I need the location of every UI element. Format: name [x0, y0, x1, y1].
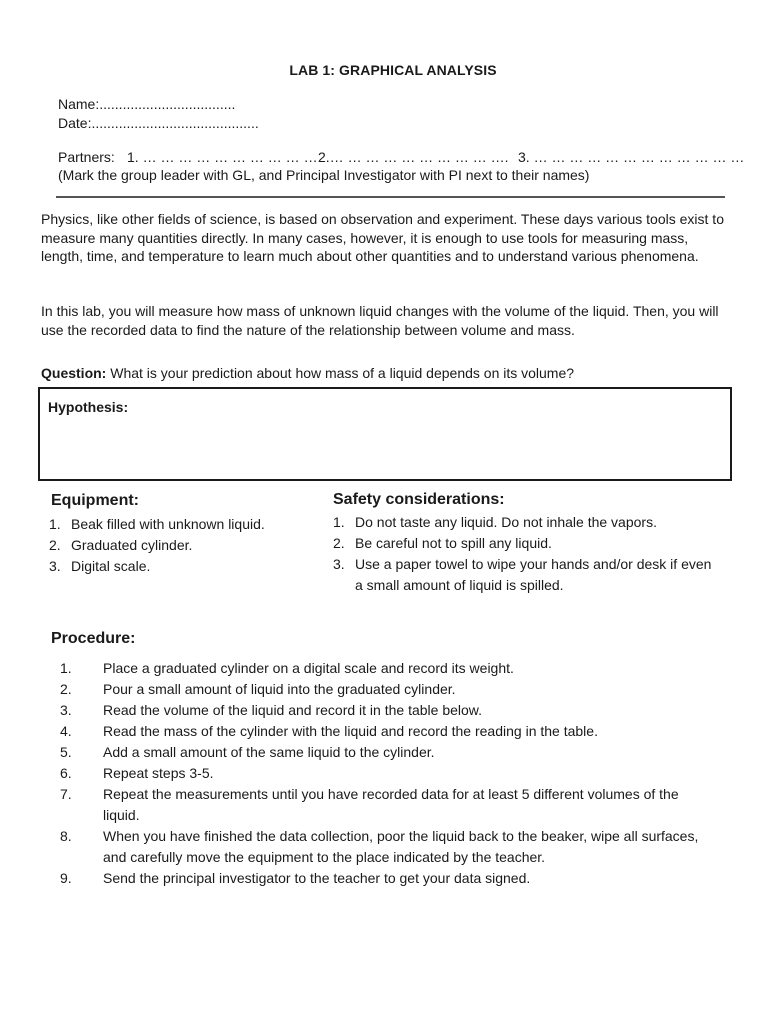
- list-item: 1. Place a graduated cylinder on a digital scale and record its weight.: [60, 660, 514, 676]
- list-item: 5. Add a small amount of the same liquid to the cylinder.: [60, 744, 435, 760]
- list-item: 3. Use a paper towel to wipe your hands and/or desk if even a small amount of liquid is spilled.: [333, 556, 712, 593]
- list-item: 9. Send the principal investigator to the teacher to get your data signed.: [60, 870, 531, 886]
- header-divider: [56, 196, 725, 198]
- safety-heading: Safety considerations:: [333, 491, 505, 508]
- partner-1-line: 1. … … … … … … … … … …: [127, 149, 318, 165]
- list-item: 2. Be careful not to spill any liquid.: [333, 535, 552, 551]
- equipment-heading: Equipment:: [51, 492, 139, 509]
- list-item: 7. Repeat the measurements until you have recorded data for at least 5 different volumes of the liquid.: [60, 786, 679, 823]
- intro-paragraph-2: In this lab, you will measure how mass of unknown liquid changes with the volume of the liquid. Then, you will use the recorded data to find the nature of the relationship between volume and mass.: [41, 303, 719, 338]
- list-item: 8. When you have finished the data collection, poor the liquid back to the beaker, wipe all surfaces, and carefully move the equipment to the place indicated by the teacher.: [60, 828, 699, 865]
- name-line: Name:...................................: [58, 96, 236, 112]
- partner-3-line: 3. … … … … … … … … … … … …: [518, 149, 745, 165]
- partners-label: Partners:: [58, 149, 115, 165]
- list-item: 1. Do not taste any liquid. Do not inhale the vapors.: [333, 514, 657, 530]
- page-title: LAB 1: GRAPHICAL ANALYSIS: [289, 62, 497, 78]
- procedure-heading: Procedure:: [51, 630, 136, 647]
- list-item: 4. Read the mass of the cylinder with the liquid and record the reading in the table.: [60, 723, 598, 739]
- intro-paragraph-1: Physics, like other fields of science, is based on observation and experiment. These days various tools exist to measure many quantities directly. In many cases, however, it is enough to use tools for measuring mass, length, time, and temperature to learn much about other quantities and to understand various phenomena.: [41, 211, 724, 265]
- list-item: 3. Digital scale.: [49, 558, 151, 574]
- hypothesis-label: Hypothesis:: [48, 399, 129, 415]
- procedure-list: [60, 658, 725, 889]
- safety-list: [333, 512, 728, 596]
- list-item: 1. Beak filled with unknown liquid.: [49, 516, 265, 532]
- list-item: 2. Graduated cylinder.: [49, 537, 193, 553]
- equipment-list: [49, 514, 319, 577]
- question: [41, 365, 574, 381]
- list-item: 2. Pour a small amount of liquid into the graduated cylinder.: [60, 681, 456, 697]
- partner-2-line: 2.… … … … … … … … … ….: [318, 149, 509, 165]
- list-item: 3. Read the volume of the liquid and record it in the table below.: [60, 702, 483, 718]
- question-text: What is your prediction about how mass of a liquid depends on its volume?: [106, 365, 575, 381]
- hypothesis-box[interactable]: [38, 387, 732, 481]
- question-label: Question:: [41, 365, 107, 381]
- partners-note: (Mark the group leader with GL, and Principal Investigator with PI next to their names): [58, 167, 590, 183]
- list-item: 6. Repeat steps 3-5.: [60, 765, 214, 781]
- date-line: Date:...........................................: [58, 115, 259, 131]
